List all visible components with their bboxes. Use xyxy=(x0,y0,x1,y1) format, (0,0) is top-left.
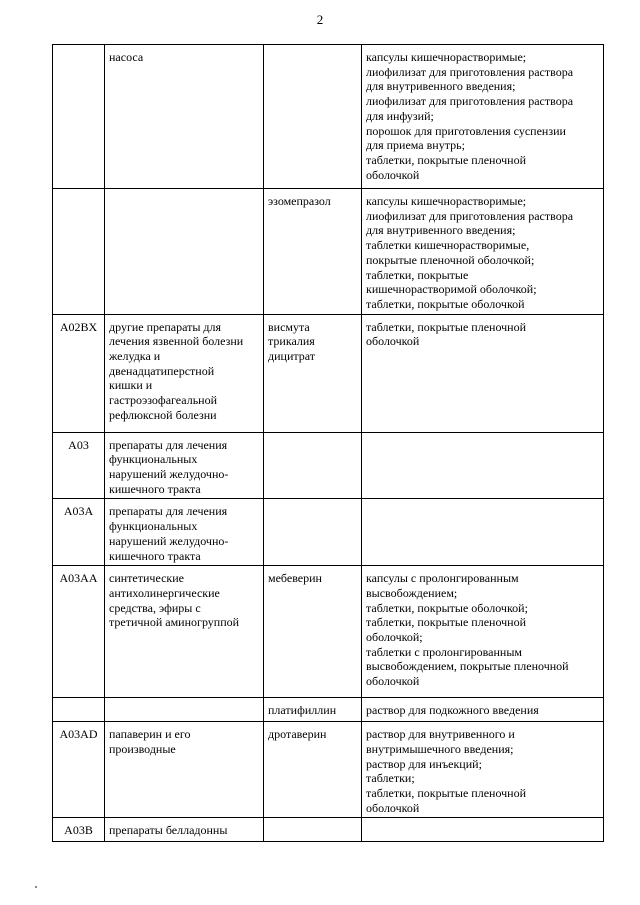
group-name-line: желудка и xyxy=(109,349,161,364)
group-name-cell xyxy=(105,499,264,566)
group-name-line: кишечного тракта xyxy=(109,548,201,563)
drug-name-cell xyxy=(264,499,362,566)
group-name-line: лечения язвенной болезни xyxy=(109,334,244,349)
page-number: 2 xyxy=(316,12,324,27)
atc-code-cell: A02BX xyxy=(53,314,105,432)
dosage-form-line: порошок для приготовления суспензии xyxy=(366,123,566,138)
group-name-line: производные xyxy=(109,741,176,756)
atc-code-cell xyxy=(53,698,105,722)
drug-name-cell xyxy=(264,818,362,842)
group-name-cell xyxy=(105,698,264,722)
dosage-form-line: таблетки кишечнорастворимые, xyxy=(366,238,530,253)
dosage-forms-cell xyxy=(362,566,604,698)
table-row xyxy=(53,189,604,315)
dosage-form-line: таблетки с пролонгированным xyxy=(366,644,523,659)
drug-name-line: дротаверин xyxy=(268,727,327,742)
dosage-forms-cell xyxy=(362,698,604,722)
group-name-cell xyxy=(105,45,264,189)
dosage-form-line: кишечнорастворимой оболочкой; xyxy=(366,282,537,297)
group-name-cell xyxy=(105,722,264,818)
group-name-line: препараты белладонны xyxy=(109,823,228,838)
group-name-line: функциональных xyxy=(109,519,198,534)
table-row xyxy=(53,818,604,842)
dosage-form-line: капсулы с пролонгированным xyxy=(366,571,519,586)
atc-code-cell xyxy=(53,45,105,189)
drug-name-line: эзомепразол xyxy=(268,194,331,208)
dosage-form-line: раствор для подкожного введения xyxy=(366,703,539,718)
dosage-form-line: оболочкой xyxy=(366,167,420,182)
group-name-line: насоса xyxy=(109,50,144,64)
scan-dot xyxy=(35,886,37,888)
group-name-line: кишки и xyxy=(109,378,153,393)
drug-name-line: трикалия xyxy=(268,334,315,349)
dosage-forms-cell xyxy=(362,722,604,818)
group-name-cell xyxy=(105,818,264,842)
dosage-form-line: таблетки, покрытые оболочкой xyxy=(366,296,525,311)
dosage-form-line: таблетки, покрытые xyxy=(366,267,469,282)
atc-code-cell: A03AD xyxy=(53,722,105,818)
dosage-form-line: раствор для внутривенного и xyxy=(366,727,515,742)
dosage-form-line: оболочкой xyxy=(366,800,420,815)
dosage-form-line: оболочкой xyxy=(366,334,420,349)
group-name-line: препараты для лечения xyxy=(109,437,228,452)
drug-name-cell xyxy=(264,566,362,698)
dosage-forms-cell xyxy=(362,432,604,499)
dosage-form-line: для внутривенного введения; xyxy=(366,223,516,238)
group-name-line: третичной аминогруппой xyxy=(109,615,240,630)
group-name-line: гастроэзофагеальной xyxy=(109,393,218,408)
group-name-line: антихолинергические xyxy=(109,585,220,600)
group-name-cell xyxy=(105,189,264,315)
dosage-forms-cell xyxy=(362,189,604,315)
dosage-form-line: капсулы кишечнорастворимые; xyxy=(366,50,527,64)
atc-code-cell: A03 xyxy=(53,432,105,499)
dosage-forms-cell xyxy=(362,818,604,842)
group-name-cell xyxy=(105,314,264,432)
group-name-line: кишечного тракта xyxy=(109,481,201,496)
group-name-line: папаверин и его xyxy=(109,727,191,742)
dosage-form-line: капсулы кишечнорастворимые; xyxy=(366,194,527,208)
dosage-form-line: лиофилизат для приготовления раствора xyxy=(366,64,574,79)
group-name-line: синтетические xyxy=(109,571,184,586)
dosage-forms-cell xyxy=(362,45,604,189)
drug-list-table xyxy=(52,44,604,842)
dosage-forms-cell xyxy=(362,499,604,566)
atc-code-cell: A03AA xyxy=(53,566,105,698)
group-name-line: средства, эфиры с xyxy=(109,600,201,615)
dosage-form-line: таблетки, покрытые оболочкой; xyxy=(366,600,528,615)
drug-name-cell xyxy=(264,432,362,499)
dosage-form-line: оболочкой; xyxy=(366,630,423,645)
drug-name-line: платифиллин xyxy=(268,703,337,718)
table-row xyxy=(53,566,604,698)
drug-name-line: дицитрат xyxy=(268,349,316,364)
dosage-form-line: таблетки, покрытые пленочной xyxy=(366,786,527,801)
dosage-form-line: таблетки, покрытые пленочной xyxy=(366,615,527,630)
group-name-line: рефлюксной болезни xyxy=(109,407,217,422)
atc-code-cell: A03A xyxy=(53,499,105,566)
group-name-cell xyxy=(105,432,264,499)
atc-code-cell xyxy=(53,189,105,315)
dosage-form-line: высвобождением, покрытые пленочной xyxy=(366,659,569,674)
group-name-line: нарушений желудочно- xyxy=(109,467,229,482)
dosage-form-line: таблетки, покрытые пленочной xyxy=(366,152,527,167)
drug-name-line: мебеверин xyxy=(268,571,322,586)
dosage-form-line: оболочкой xyxy=(366,674,420,689)
dosage-form-line: для внутривенного введения; xyxy=(366,79,516,94)
group-name-line: нарушений желудочно- xyxy=(109,533,229,548)
dosage-form-line: высвобождением; xyxy=(366,585,458,600)
group-name-line: двенадцатиперстной xyxy=(109,363,215,378)
table-row xyxy=(53,45,604,189)
dosage-form-line: для инфузий; xyxy=(366,108,434,123)
dosage-form-line: таблетки, покрытые пленочной xyxy=(366,319,527,334)
drug-name-cell xyxy=(264,314,362,432)
table-row xyxy=(53,432,604,499)
table-row xyxy=(53,698,604,722)
dosage-form-line: лиофилизат для приготовления раствора xyxy=(366,208,574,223)
dosage-form-line: раствор для инъекций; xyxy=(366,756,482,771)
drug-name-cell xyxy=(264,189,362,315)
dosage-form-line: для приема внутрь; xyxy=(366,138,465,153)
drug-name-cell xyxy=(264,722,362,818)
atc-code-cell: A03B xyxy=(53,818,105,842)
drug-name-line: висмута xyxy=(268,319,310,334)
dosage-form-line: покрытые пленочной оболочкой; xyxy=(366,252,535,267)
dosage-forms-cell xyxy=(362,314,604,432)
group-name-line: другие препараты для xyxy=(109,319,222,334)
dosage-form-line: лиофилизат для приготовления раствора xyxy=(366,94,574,109)
dosage-form-line: внутримышечного введения; xyxy=(366,741,514,756)
table-row xyxy=(53,314,604,432)
group-name-cell xyxy=(105,566,264,698)
table-row xyxy=(53,722,604,818)
drug-name-cell xyxy=(264,698,362,722)
drug-name-cell xyxy=(264,45,362,189)
table-row xyxy=(53,499,604,566)
group-name-line: функциональных xyxy=(109,452,198,467)
dosage-form-line: таблетки; xyxy=(366,771,415,786)
group-name-line: препараты для лечения xyxy=(109,504,228,519)
